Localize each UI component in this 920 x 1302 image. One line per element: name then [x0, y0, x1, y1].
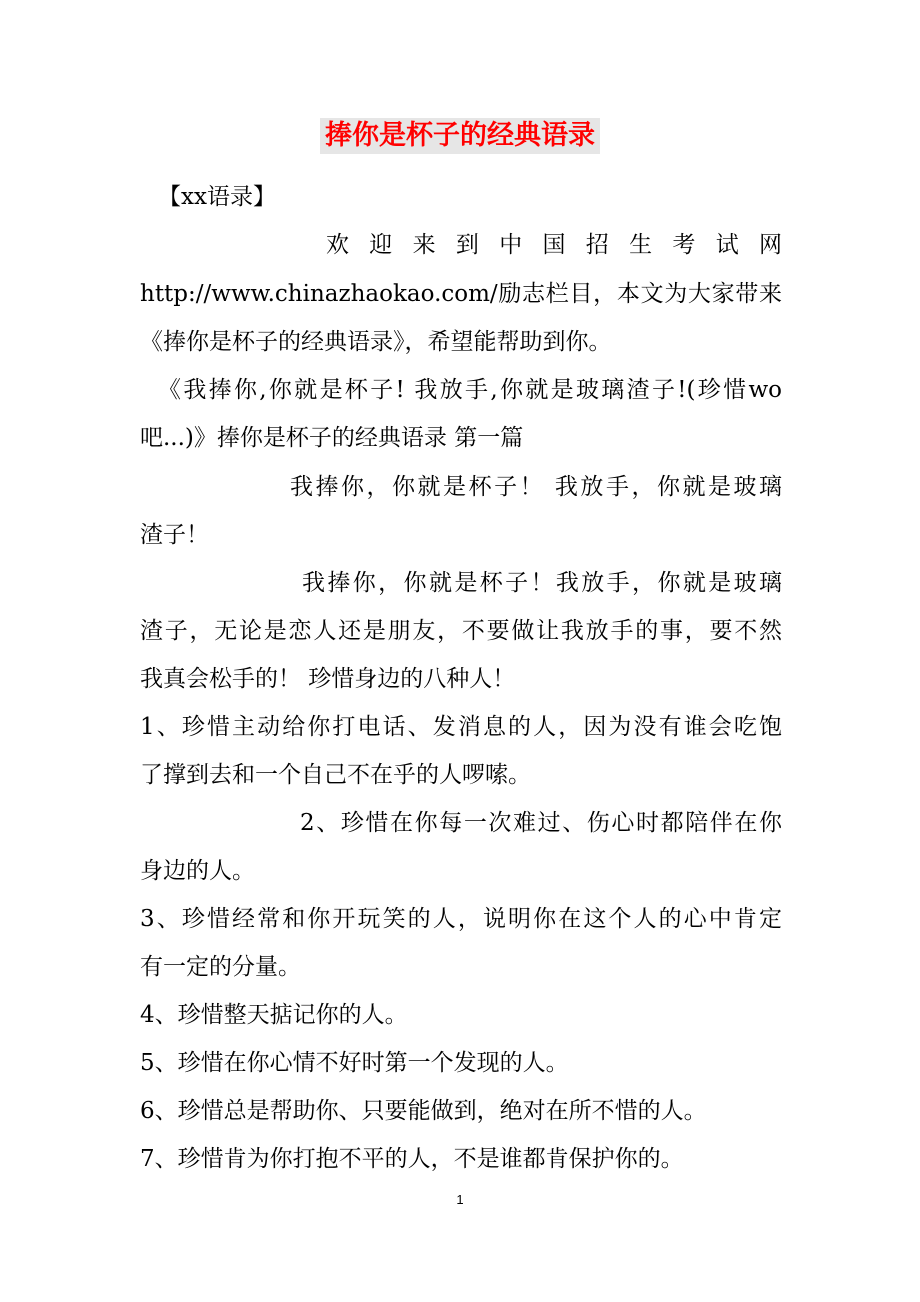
intro-line: 《捧你是杯子的经典语录》，希望能帮助到你。: [140, 329, 612, 355]
list-item: 4、珍惜整天掂记你的人。: [140, 1002, 408, 1028]
section-heading: 吧...)》捧你是杯子的经典语录 第一篇: [140, 425, 524, 451]
list-item: 2、珍惜在你每一次难过、伤心时都陪伴在你: [300, 810, 782, 836]
list-item: 5、珍惜在你心情不好时第一个发现的人。: [140, 1050, 569, 1076]
intro-line: 欢迎来到中国招生考试网: [326, 232, 782, 258]
list-item: 3、珍惜经常和你开玩笑的人，说明你在这个人的心中肯定: [140, 906, 782, 932]
list-item: 7、珍惜肯为你打抱不平的人，不是谁都肯保护你的。: [140, 1146, 684, 1172]
intro-line: http://www.chinazhaokao.com/励志栏目，本文为大家带来: [140, 281, 782, 307]
paragraph-line: 我捧你，你就是杯子！我放手，你就是玻璃: [302, 570, 782, 596]
page-number: 1: [456, 1192, 464, 1207]
section-heading: 《我捧你,你就是杯子! 我放手,你就是玻璃渣子!(珍惜wo: [158, 377, 782, 403]
list-item: 6、珍惜总是帮助你、只要能做到，绝对在所不惜的人。: [140, 1098, 707, 1124]
document-title: 捧你是杯子的经典语录: [320, 118, 600, 154]
paragraph-line: 渣子！: [140, 522, 209, 548]
list-item: 1、珍惜主动给你打电话、发消息的人，因为没有谁会吃饱: [140, 714, 782, 740]
paragraph-line: 我真会松手的！ 珍惜身边的八种人！: [140, 666, 516, 692]
tag-label: 【xx语录】: [158, 184, 276, 210]
paragraph-line: 渣子，无论是恋人还是朋友，不要做让我放手的事，要不然: [140, 618, 782, 644]
list-item: 有一定的分量。: [140, 954, 301, 980]
list-item: 身边的人。: [140, 858, 255, 884]
paragraph-line: 我捧你，你就是杯子！ 我放手，你就是玻璃: [290, 474, 782, 500]
list-item: 了撑到去和一个自己不在乎的人啰嗦。: [140, 762, 531, 788]
